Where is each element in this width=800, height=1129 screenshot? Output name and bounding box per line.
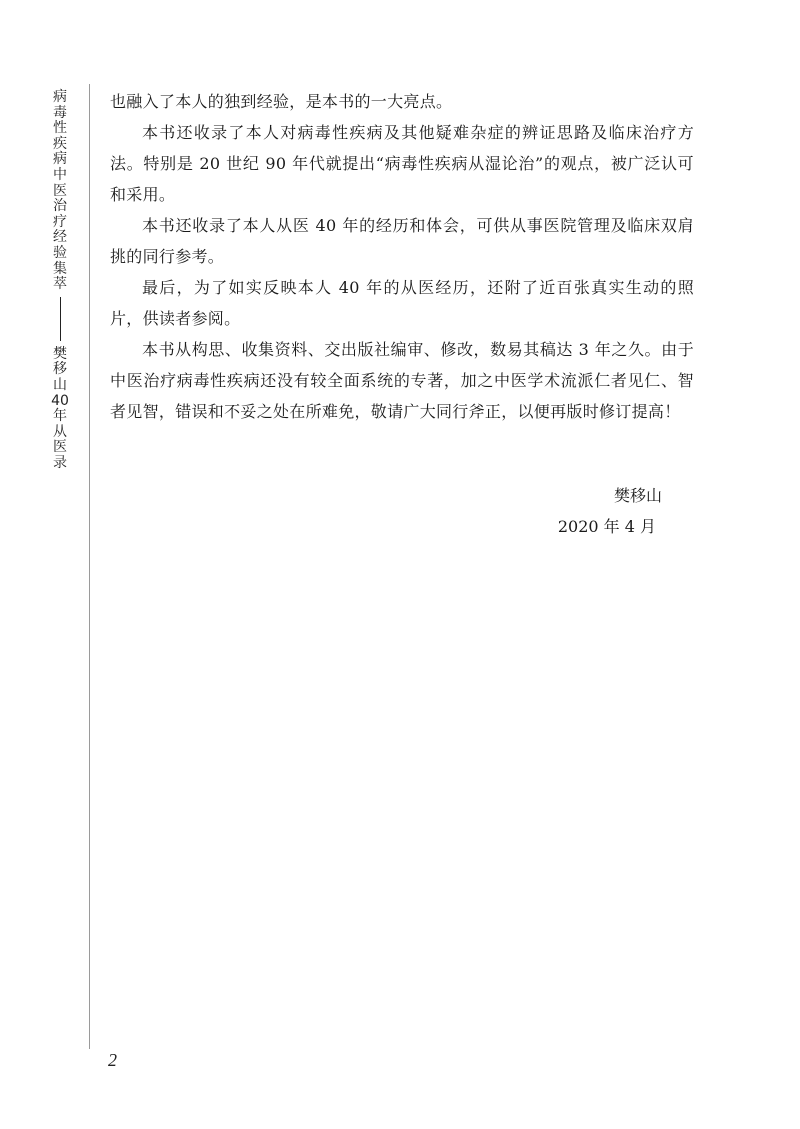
body-text — [110, 86, 694, 427]
signature-block — [440, 480, 666, 542]
signature-date: 2020 年 4 月 — [557, 517, 656, 536]
margin-rule — [89, 84, 90, 1049]
running-head-subtitle: 樊移山40年从医录 — [51, 345, 69, 471]
author-name: 樊移山 — [613, 486, 662, 505]
running-head-dash — [60, 297, 61, 341]
running-head-book-title: 病毒性疾病中医治疗经验集萃 — [53, 89, 67, 293]
paragraph: 本书还收录了本人从医 40 年的经历和体会，可供从事医院管理及临床双肩挑的同行参考。 — [110, 216, 694, 266]
paragraph-continued: 也融入了本人的独到经验，是本书的一大亮点。 — [110, 92, 453, 111]
paragraph: 最后，为了如实反映本人 40 年的从医经历，还附了近百张真实生动的照片，供读者参阅。 — [110, 278, 694, 328]
paragraph: 本书还收录了本人对病毒性疾病及其他疑难杂症的辨证思路及临床治疗方法。特别是 20 世纪 90 年代就提出“病毒性疾病从湿论治”的观点，被广泛认可和采用。 — [110, 123, 694, 204]
paragraph: 本书从构思、收集资料、交出版社编审、修改，数易其稿达 3 年之久。由于中医治疗病毒性疾病还没有较全面系统的专著，加之中医学术流派仁者见仁、智者见智，错误和不妥之处在所难免，敬请广大同行斧正，以便再版时修订提高！ — [110, 340, 694, 421]
page-number: 2 — [108, 1050, 117, 1070]
running-head — [50, 90, 70, 471]
